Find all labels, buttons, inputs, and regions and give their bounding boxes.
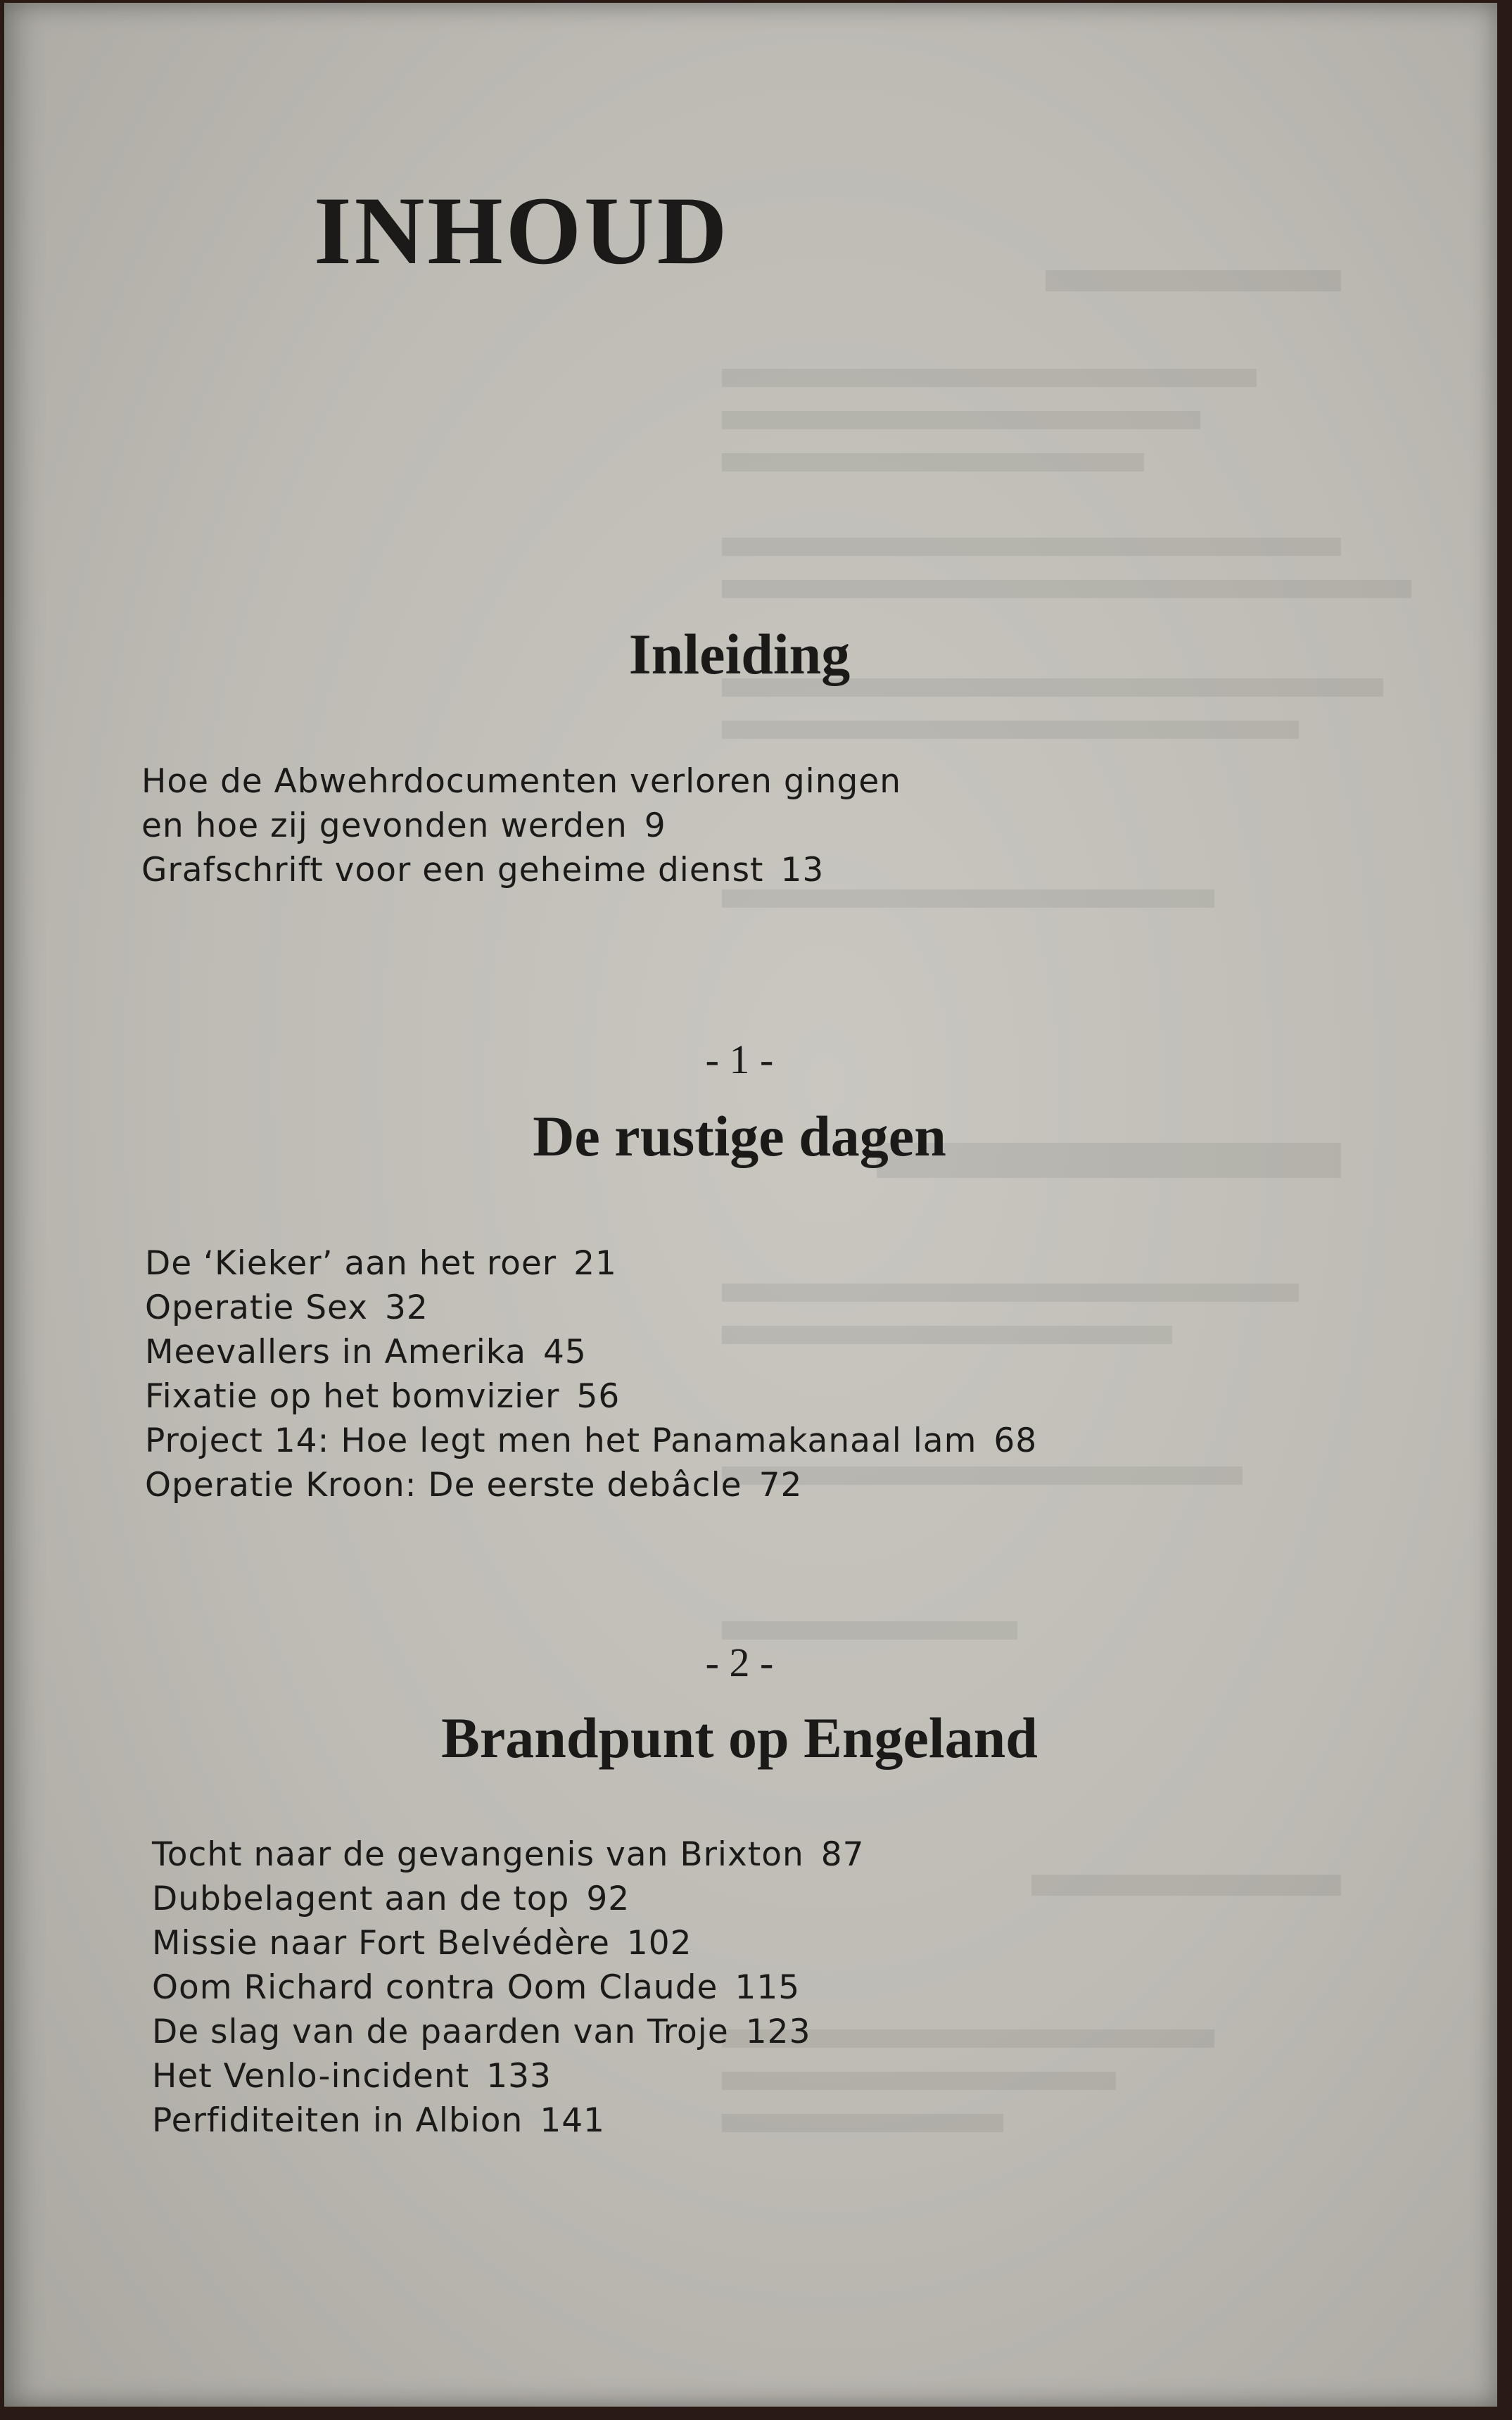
toc-entry-page: 45 <box>543 1333 587 1371</box>
toc-entry-page: 13 <box>780 851 825 889</box>
toc-entry[interactable] <box>145 1419 1037 1463</box>
toc-entry[interactable] <box>152 2098 865 2143</box>
toc-entry-page: 21 <box>573 1244 617 1283</box>
toc-entry-page: 56 <box>576 1377 621 1416</box>
section-heading-brandpunt-op-engeland: Brandpunt op Engeland <box>441 1706 1038 1770</box>
toc-list-section-1 <box>145 1241 1037 1507</box>
toc-list-inleiding <box>141 759 901 892</box>
toc-entry[interactable] <box>152 1832 865 1877</box>
toc-entry[interactable] <box>141 804 901 848</box>
toc-entry[interactable] <box>145 1330 1037 1374</box>
toc-entry-page: 115 <box>735 1968 801 2007</box>
toc-entry-page: 68 <box>993 1421 1038 1460</box>
toc-entry-page: 141 <box>540 2101 606 2140</box>
toc-entry[interactable] <box>152 1921 865 1965</box>
toc-entry-title: Operatie Kroon: De eerste debâcle <box>145 1466 742 1504</box>
toc-entry-title: Fixatie op het bomvizier <box>145 1377 560 1416</box>
toc-entry-title: Meevallers in Amerika <box>145 1333 526 1371</box>
toc-list-section-2 <box>152 1832 865 2143</box>
toc-entry-title: Tocht naar de gevangenis van Brixton <box>152 1835 804 1874</box>
toc-entry-title: Dubbelagent aan de top <box>152 1880 570 1918</box>
section-number-1: - 1 - <box>705 1037 774 1082</box>
toc-entry-title: Oom Richard contra Oom Claude <box>152 1968 718 2007</box>
section-heading-inleiding: Inleiding <box>628 622 851 686</box>
toc-entry[interactable] <box>152 1965 865 2010</box>
toc-entry-title: en hoe zij gevonden werden <box>141 806 628 845</box>
toc-entry-page: 102 <box>626 1924 692 1963</box>
toc-entry-page: 72 <box>758 1466 803 1504</box>
toc-entry-title: Operatie Sex <box>145 1288 368 1327</box>
toc-entry-title: Grafschrift voor een geheime dienst <box>141 851 764 889</box>
toc-entry[interactable] <box>152 2010 865 2054</box>
section-number-2: - 2 - <box>705 1640 774 1685</box>
section-heading-de-rustige-dagen: De rustige dagen <box>533 1104 946 1168</box>
toc-entry-page: 123 <box>745 2013 811 2051</box>
toc-entry-page: 92 <box>586 1880 630 1918</box>
toc-entry[interactable] <box>141 759 901 804</box>
toc-entry[interactable] <box>145 1241 1037 1286</box>
toc-entry-title: De ‘Kieker’ aan het roer <box>145 1244 557 1283</box>
toc-entry[interactable] <box>145 1463 1037 1507</box>
toc-entry-page: 9 <box>644 806 666 845</box>
toc-entry-title: Missie naar Fort Belvédère <box>152 1924 610 1963</box>
toc-entry-title: Perfiditeiten in Albion <box>152 2101 523 2140</box>
toc-entry-title: De slag van de paarden van Troje <box>152 2013 729 2051</box>
toc-entry-title: Het Venlo-incident <box>152 2057 470 2096</box>
toc-entry-page: 32 <box>384 1288 428 1327</box>
toc-entry-title: Project 14: Hoe legt men het Panamakanaal lam <box>145 1421 977 1460</box>
toc-entry[interactable] <box>152 2054 865 2098</box>
toc-entry[interactable] <box>145 1374 1037 1419</box>
toc-entry[interactable] <box>145 1286 1037 1330</box>
toc-entry-title: Hoe de Abwehrdocumenten verloren gingen <box>141 762 902 801</box>
toc-entry-page: 133 <box>486 2057 552 2096</box>
toc-entry[interactable] <box>152 1877 865 1921</box>
page-title: INHOUD <box>314 177 730 284</box>
toc-entry-page: 87 <box>820 1835 865 1874</box>
book-page <box>4 3 1497 2407</box>
toc-entry[interactable] <box>141 848 901 892</box>
